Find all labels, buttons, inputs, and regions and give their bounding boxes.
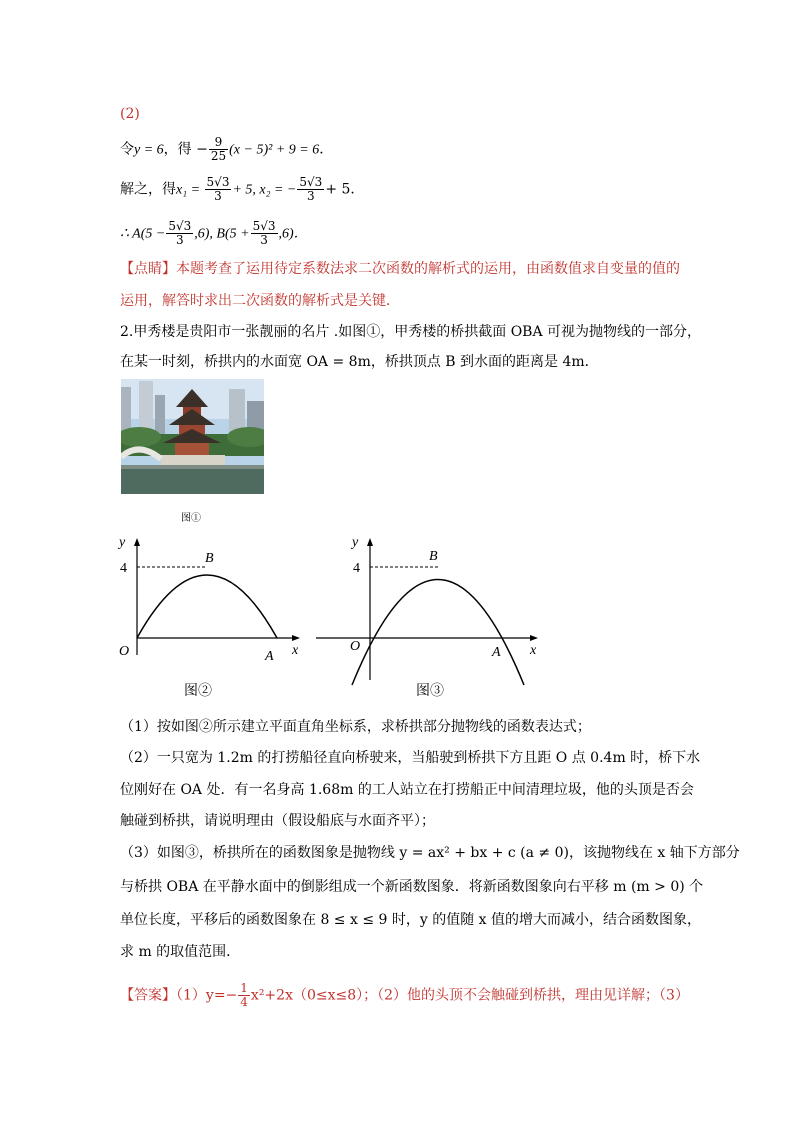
answer-part-1: （1）y=−: [176, 987, 238, 1004]
part-2-label: (2): [120, 106, 140, 122]
eq3-frac2: [251, 220, 278, 247]
question-2-line-1: 2.甲秀楼是贵阳市一张靓丽的名片 .如图①，甲秀楼的桥拱截面 OBA 可视为抛物线的一部分，: [120, 324, 702, 340]
pavilion-photo: [121, 379, 264, 494]
subquestion-3-line-1: （3）如图③，桥拱所在的函数图象是抛物线 y = ax² + bx + c (a ≠ 0)，该抛物线在 x 轴下方部分: [120, 845, 740, 861]
fig2-y-label: y: [119, 535, 126, 550]
eq3-d1: 3: [175, 233, 184, 247]
building-left-3: [155, 395, 165, 437]
subquestion-3-line-4: 求 m 的取值范围．: [120, 944, 241, 960]
fig3-tick-4: 4: [353, 561, 360, 576]
subquestion-3-line-2: 与桥拱 OBA 在平静水面中的倒影组成一个新函数图象．将新函数图象向右平移 m (m > 0) 个: [120, 879, 704, 895]
eq3-n2: 5√3: [252, 219, 276, 233]
fig2-point-b: B: [205, 551, 214, 566]
eq2-m1: + 5, x₂ = −: [232, 182, 297, 198]
fig2-x-arrow: [292, 635, 300, 641]
eq3-end: ,6)．: [278, 226, 308, 242]
subquestion-1: （1）按如图②所示建立平面直角坐标系，求桥拱部分抛物线的函数表达式；: [120, 719, 591, 735]
answer-part-2: x²+2x（0≤x≤8）；（2）他的头顶不会触碰到桥拱，理由见详解；（3）: [250, 987, 689, 1004]
fig3-y-arrow: [367, 538, 373, 546]
comment-line-2: 运用，解答时求出二次函数的解析式是关键．: [120, 293, 400, 309]
eq2-frac2: [297, 176, 324, 203]
eq1-rest: (x − 5)² + 9 = 6: [229, 142, 320, 158]
eq2-d1: 3: [214, 189, 222, 203]
eq3-n1: 5√3: [168, 219, 192, 233]
eq3-mid: ,6), B(5 +: [194, 226, 250, 242]
fig2-caption: 图②: [184, 684, 212, 699]
figure-3-diagram: [310, 530, 550, 705]
fig3-origin-label: O: [350, 639, 361, 654]
fig3-parabola: [352, 580, 524, 686]
answer-den: 4: [240, 995, 248, 1009]
answer-tag: 【答案】: [120, 987, 176, 1004]
water-edge: [121, 465, 264, 469]
eq2-n2: 5√3: [299, 175, 323, 189]
eq3-frac1: [166, 220, 193, 247]
question-2-line-2: 在某一时刻，桥拱内的水面宽 OA = 8m，桥拱顶点 B 到水面的距离是 4m．: [120, 354, 599, 370]
eq1-y6: y = 6: [134, 142, 164, 158]
eq1-frac: [209, 136, 228, 163]
fig2-x-label: x: [292, 643, 299, 658]
answer-frac: [238, 982, 250, 1009]
eq2-n1: 5√3: [206, 175, 230, 189]
fig3-point-a: A: [492, 645, 501, 660]
pavilion-platform: [161, 455, 225, 465]
eq2-frac1: [205, 176, 232, 203]
pavilion-photo-drawing: [121, 379, 264, 494]
eq1-let: 令: [120, 141, 134, 158]
answer-num: 1: [240, 981, 248, 995]
eq1-get: ，得: [163, 141, 192, 158]
figure-2-diagram: [110, 530, 310, 705]
equation-line-1: 令y = 6，得 − $\frac{9}{25}$ (x − 5)² + 9 = 6．: [120, 135, 334, 163]
equation-line-2: [120, 176, 364, 203]
fig3-caption: 图③: [416, 684, 444, 699]
comment-text: 本题考查了运用待定系数法求二次函数的解析式的运用，由函数值求自变量的值的: [176, 261, 680, 277]
eq2-solve: 解之，得: [120, 181, 176, 198]
figure-1-caption: 图①: [181, 513, 201, 524]
comment-line-1: [120, 259, 680, 279]
eq1-end: ．: [319, 141, 334, 158]
eq2-x1: x₁ =: [176, 182, 204, 198]
comment-tag: 【点睛】: [120, 261, 176, 277]
eq2-m2: + 5．: [325, 181, 365, 198]
fig3-point-b: B: [429, 549, 438, 564]
fig3-x-label: x: [530, 643, 537, 658]
fig2-origin-label: O: [119, 644, 130, 659]
eq3-pre: ∴ A(5 −: [120, 226, 166, 242]
water: [121, 465, 264, 494]
answer-line: [120, 982, 689, 1009]
eq2-d2: 3: [307, 189, 315, 203]
subquestion-2-line-1: （2）一只宽为 1.2m 的打捞船径直向桥驶来，当船驶到桥拱下方且距 O 点 0.4m 时，桥下水: [120, 750, 701, 766]
subquestion-2-line-3: 触碰到桥拱，请说明理由（假设船底与水面齐平）；: [120, 813, 435, 829]
fig2-point-a: A: [265, 649, 274, 664]
eq1-num: 9: [209, 136, 228, 150]
fig2-y-arrow: [134, 538, 140, 546]
pavilion-base: [175, 443, 209, 455]
fig2-parabola: [137, 575, 277, 638]
fig2-tick-4: 4: [120, 561, 127, 576]
subquestion-2-line-2: 位刚好在 OA 处．有一名身高 1.68m 的工人站立在打捞船正中间清理垃圾，他的头顶是否会: [120, 782, 694, 798]
fig3-x-arrow: [530, 635, 538, 641]
eq3-d2: 3: [260, 233, 268, 247]
equation-line-3: [120, 220, 308, 247]
eq1-den: 25: [210, 149, 227, 163]
fig3-y-label: y: [352, 535, 359, 550]
subquestion-3-line-3: 单位长度，平移后的函数图象在 8 ≤ x ≤ 9 时，y 的值随 x 值的增大而减小，结合函数图象，: [120, 912, 702, 928]
